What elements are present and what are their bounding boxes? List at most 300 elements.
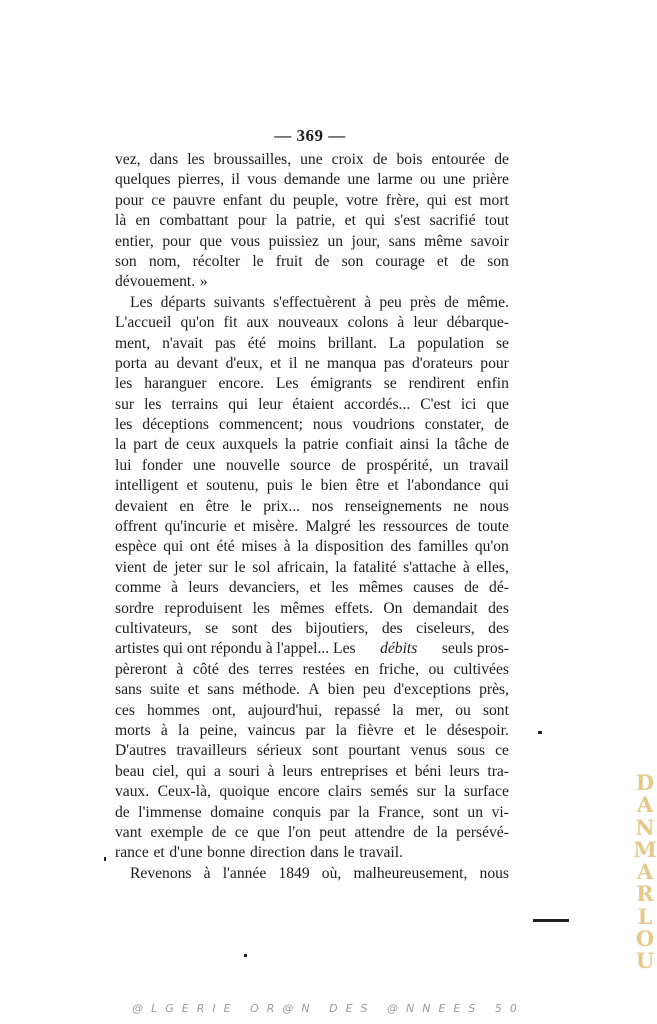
word: domaine bbox=[210, 803, 264, 821]
word: rendirent bbox=[408, 375, 465, 393]
text-line bbox=[115, 476, 509, 496]
word: mer, bbox=[415, 701, 444, 719]
word: aujourd'hui, bbox=[247, 701, 323, 719]
text-line bbox=[115, 252, 509, 272]
word: où, bbox=[321, 864, 342, 882]
watermark-letter: O bbox=[635, 926, 655, 952]
word: des bbox=[271, 619, 292, 637]
word: leur bbox=[413, 314, 438, 332]
word: ressources bbox=[383, 518, 448, 536]
word: et bbox=[153, 844, 165, 862]
word: tra- bbox=[487, 762, 509, 780]
word: cultivateurs, bbox=[115, 619, 192, 637]
word: les bbox=[358, 518, 376, 536]
word: travailleurs bbox=[176, 742, 247, 760]
word: entreprises bbox=[320, 762, 388, 780]
word: constater, bbox=[424, 416, 485, 434]
word: et bbox=[270, 354, 282, 372]
word: qui bbox=[489, 477, 509, 495]
word: à bbox=[267, 762, 275, 780]
word: en bbox=[354, 660, 370, 678]
watermark-letter: U bbox=[635, 948, 655, 974]
word: familles bbox=[417, 538, 469, 556]
word: n'avait bbox=[162, 334, 203, 352]
word: sont bbox=[231, 619, 258, 637]
word: entier, bbox=[115, 232, 154, 250]
word: que bbox=[257, 823, 280, 841]
word: jeter bbox=[174, 558, 202, 576]
paragraph-start-line bbox=[115, 293, 509, 313]
text-line bbox=[115, 782, 509, 802]
word: le bbox=[301, 477, 313, 495]
word: le bbox=[240, 497, 252, 515]
word: terres bbox=[258, 660, 294, 678]
word: ou bbox=[455, 701, 471, 719]
word: que bbox=[199, 232, 223, 250]
word: sacrifié bbox=[429, 212, 476, 230]
word: ceux bbox=[186, 436, 216, 454]
word: rance bbox=[115, 844, 149, 862]
word: L'accueil bbox=[115, 314, 172, 332]
word: des bbox=[228, 660, 250, 678]
word: Les bbox=[130, 293, 153, 311]
word: à bbox=[364, 293, 372, 311]
word: nouveaux bbox=[277, 314, 339, 332]
word: prière bbox=[472, 171, 509, 189]
word: effets. bbox=[334, 599, 374, 617]
text-line bbox=[115, 823, 509, 843]
body-text bbox=[115, 150, 509, 884]
word: pierres, bbox=[177, 171, 225, 189]
word: ne bbox=[304, 354, 320, 372]
word: elles, bbox=[476, 558, 509, 576]
word: fatalité bbox=[353, 558, 397, 576]
word: sont bbox=[482, 701, 509, 719]
word: qui bbox=[186, 762, 207, 780]
word: dans bbox=[310, 844, 339, 862]
word: morts bbox=[115, 721, 151, 739]
word: un bbox=[327, 232, 344, 250]
word: bien bbox=[327, 681, 355, 699]
ink-speck bbox=[533, 919, 569, 922]
word: côté bbox=[192, 660, 219, 678]
word: savoir bbox=[470, 232, 509, 250]
word: patrie, bbox=[296, 212, 336, 230]
text-line bbox=[115, 619, 509, 639]
word: par bbox=[305, 721, 326, 739]
word: qui bbox=[163, 538, 184, 556]
word: émigrants bbox=[310, 375, 372, 393]
word: et bbox=[344, 212, 356, 230]
word: sans bbox=[388, 232, 416, 250]
word: été bbox=[247, 334, 266, 352]
word: D'autres bbox=[115, 742, 167, 760]
word: sont bbox=[432, 803, 459, 821]
footer-caption: @LGERIE OR@N DES @NNEES 50 bbox=[132, 1002, 525, 1015]
word: a bbox=[214, 762, 221, 780]
word: une bbox=[193, 456, 216, 474]
text-segment: seuls pros- bbox=[441, 640, 509, 658]
word: cultivées bbox=[453, 660, 509, 678]
word: pour bbox=[115, 191, 144, 209]
word: ont, bbox=[211, 701, 236, 719]
word: lui bbox=[115, 456, 132, 474]
word: bonne bbox=[207, 844, 246, 862]
word: à bbox=[160, 721, 168, 739]
word: espèce bbox=[115, 538, 157, 556]
text-line bbox=[115, 843, 509, 863]
word: jour, bbox=[351, 232, 381, 250]
word: sur bbox=[208, 558, 228, 576]
word: clairs bbox=[327, 783, 362, 801]
text-line bbox=[115, 191, 509, 211]
word: être bbox=[205, 497, 229, 515]
word: Malgré bbox=[305, 518, 351, 536]
word: qu'incurie bbox=[164, 518, 227, 536]
word: sans bbox=[115, 681, 142, 699]
word: demandait bbox=[412, 599, 478, 617]
word: vient bbox=[115, 558, 147, 576]
word: s'est bbox=[394, 212, 421, 230]
text-line bbox=[115, 435, 509, 455]
word: vous bbox=[230, 232, 261, 250]
word: la bbox=[436, 436, 448, 454]
word: malheureusement, bbox=[353, 864, 468, 882]
word: au bbox=[154, 354, 170, 372]
word: leurs bbox=[188, 579, 219, 597]
text-line bbox=[115, 599, 509, 619]
word: devanciers, bbox=[228, 579, 300, 597]
word: nous bbox=[479, 864, 509, 882]
paragraph-start-line bbox=[115, 864, 509, 884]
word: est bbox=[454, 191, 472, 209]
word: leur bbox=[258, 395, 283, 413]
word: courage bbox=[375, 252, 425, 270]
word: encore. bbox=[218, 375, 264, 393]
word: la bbox=[392, 701, 404, 719]
word: prix... bbox=[263, 497, 301, 515]
word: le bbox=[234, 558, 246, 576]
text-line bbox=[115, 232, 509, 252]
word: exemple bbox=[150, 823, 204, 841]
word: bien bbox=[320, 477, 348, 495]
word: reproduisent bbox=[164, 599, 243, 617]
word: mises bbox=[241, 538, 277, 556]
word: même. bbox=[466, 293, 509, 311]
text-line bbox=[115, 395, 509, 415]
word: de bbox=[460, 252, 476, 270]
word: étaient bbox=[292, 395, 334, 413]
word: larme bbox=[377, 171, 413, 189]
word: par bbox=[329, 803, 350, 821]
word: d'orateurs bbox=[412, 354, 473, 372]
word: à bbox=[397, 314, 405, 332]
word: commencent; bbox=[218, 416, 303, 434]
word: s'attache bbox=[403, 558, 457, 576]
text-line bbox=[115, 517, 509, 537]
ink-speck bbox=[104, 857, 106, 861]
word: de bbox=[494, 436, 509, 454]
word: à bbox=[203, 864, 211, 882]
word: d'une bbox=[169, 844, 203, 862]
word: ainsi bbox=[399, 436, 430, 454]
word: sur bbox=[416, 783, 436, 801]
word: la bbox=[444, 783, 456, 801]
word: part bbox=[133, 436, 158, 454]
word: que bbox=[486, 395, 509, 413]
word: demande bbox=[283, 171, 341, 189]
word: peut bbox=[319, 823, 347, 841]
word: désespoir. bbox=[446, 721, 509, 739]
text-line bbox=[115, 354, 509, 374]
word: la bbox=[335, 721, 347, 739]
word: ciseleurs, bbox=[416, 619, 475, 637]
word: puis bbox=[266, 477, 293, 495]
word: de bbox=[372, 151, 388, 168]
word: Ceux-là, bbox=[157, 783, 211, 801]
word: départs bbox=[160, 293, 206, 311]
word: qu'on bbox=[474, 538, 509, 556]
word: nous bbox=[312, 416, 343, 434]
watermark-letter: M bbox=[633, 836, 657, 862]
word: peu bbox=[362, 681, 386, 699]
word: de bbox=[115, 803, 130, 821]
text-line bbox=[115, 313, 509, 333]
word: vaincus bbox=[247, 721, 296, 739]
word: persévé- bbox=[456, 823, 509, 841]
watermark-letter: D bbox=[635, 770, 655, 795]
word: le bbox=[343, 844, 355, 862]
word: de bbox=[444, 293, 459, 311]
word: sordre bbox=[115, 599, 154, 617]
word: repassé bbox=[334, 701, 381, 719]
text-line bbox=[115, 578, 509, 598]
watermark-letter: A bbox=[636, 859, 654, 885]
word: et bbox=[387, 477, 399, 495]
word: s'effectuèrent bbox=[273, 293, 357, 311]
word: 1849 bbox=[278, 864, 310, 882]
word: être bbox=[355, 477, 380, 495]
word: et bbox=[395, 762, 407, 780]
watermark-stamp bbox=[632, 772, 657, 973]
word: se bbox=[205, 619, 219, 637]
word: vez, bbox=[115, 151, 141, 168]
word: surface bbox=[463, 783, 509, 801]
word: friche, bbox=[378, 660, 419, 678]
word: son bbox=[487, 252, 509, 270]
word: d'eux, bbox=[225, 354, 263, 372]
word: en bbox=[179, 497, 195, 515]
word: des bbox=[390, 538, 412, 556]
word: pèreront bbox=[115, 660, 167, 678]
word: dé- bbox=[489, 579, 509, 597]
word: mêmes bbox=[280, 599, 325, 617]
word: intelligent bbox=[115, 477, 179, 495]
word: déceptions bbox=[142, 416, 209, 434]
word: la bbox=[436, 823, 448, 841]
word: pas bbox=[214, 334, 236, 352]
word: misère. bbox=[252, 518, 299, 536]
word: accordés... bbox=[344, 395, 411, 413]
word: renseignements bbox=[344, 497, 442, 515]
word: vaux. bbox=[115, 783, 150, 801]
word: des bbox=[488, 619, 509, 637]
word: qu'on bbox=[180, 314, 215, 332]
word: l'on bbox=[288, 823, 311, 841]
word: quoique bbox=[219, 783, 270, 801]
text-line bbox=[115, 741, 509, 761]
word: moins bbox=[277, 334, 316, 352]
word: causes bbox=[413, 579, 454, 597]
word: sans bbox=[207, 681, 235, 699]
word: son bbox=[341, 252, 364, 270]
word: fièvre bbox=[357, 721, 394, 739]
word: dévouement. bbox=[115, 273, 196, 291]
word: peuple, bbox=[292, 191, 339, 209]
word: conquis bbox=[272, 803, 322, 821]
word: » bbox=[199, 273, 208, 291]
word: se bbox=[383, 375, 397, 393]
word: les bbox=[252, 599, 270, 617]
word: ce bbox=[151, 191, 166, 209]
word: ment, bbox=[115, 334, 151, 352]
word: et bbox=[436, 252, 449, 270]
word: confiait bbox=[345, 436, 393, 454]
word: et bbox=[233, 518, 246, 536]
word: prospérité, bbox=[366, 456, 433, 474]
word: le bbox=[425, 721, 437, 739]
word: de bbox=[314, 252, 330, 270]
word: les bbox=[331, 579, 349, 597]
word: sont bbox=[312, 742, 339, 760]
text-line bbox=[115, 211, 509, 231]
text-line bbox=[115, 701, 509, 721]
word: ciel, bbox=[152, 762, 179, 780]
word: un bbox=[443, 456, 459, 474]
text-line bbox=[115, 170, 509, 190]
word: bijoutiers, bbox=[305, 619, 369, 637]
word: nom, bbox=[148, 252, 181, 270]
word: leurs bbox=[282, 762, 313, 780]
word: le bbox=[252, 252, 264, 270]
word: suite bbox=[150, 681, 180, 699]
word: la bbox=[358, 803, 370, 821]
word: à bbox=[176, 660, 184, 678]
text-line bbox=[115, 374, 509, 394]
word: de bbox=[341, 456, 356, 474]
word: de bbox=[164, 436, 180, 454]
word: les bbox=[144, 395, 162, 413]
word: peine, bbox=[199, 721, 238, 739]
word: source bbox=[290, 456, 331, 474]
word: de bbox=[455, 518, 471, 536]
word: offrent bbox=[115, 518, 158, 536]
word: fit bbox=[223, 314, 238, 332]
word: peu bbox=[379, 293, 402, 311]
word: sol bbox=[252, 558, 271, 576]
word: une bbox=[442, 171, 466, 189]
text-line bbox=[115, 762, 509, 782]
word: tâche bbox=[454, 436, 488, 454]
word: C'est bbox=[420, 395, 451, 413]
word: il bbox=[288, 354, 298, 372]
word: près bbox=[410, 293, 436, 311]
word: vant bbox=[115, 823, 142, 841]
word: porta bbox=[115, 354, 148, 372]
word: fonder bbox=[141, 456, 183, 474]
word: nos bbox=[311, 497, 334, 515]
word: de bbox=[413, 823, 428, 841]
word: enfin bbox=[476, 375, 509, 393]
word: venus bbox=[410, 742, 447, 760]
word: disposition bbox=[315, 538, 384, 556]
word: de bbox=[211, 823, 227, 841]
word: l'année bbox=[222, 864, 267, 882]
word: pauvre bbox=[172, 191, 216, 209]
ink-speck bbox=[244, 954, 247, 957]
word: débarque- bbox=[446, 314, 509, 332]
word: et bbox=[187, 681, 200, 699]
text-line bbox=[115, 272, 509, 292]
word: aux bbox=[246, 314, 269, 332]
word: toute bbox=[477, 518, 509, 536]
word: souri bbox=[228, 762, 260, 780]
word: attendre bbox=[354, 823, 405, 841]
word: combattant bbox=[159, 212, 229, 230]
word: haranguer bbox=[144, 375, 207, 393]
word: patrie bbox=[302, 436, 339, 454]
word: direction bbox=[249, 844, 306, 862]
word: encore bbox=[278, 783, 320, 801]
word: ce bbox=[495, 742, 509, 760]
word: ont bbox=[189, 538, 210, 556]
italic-word: débits bbox=[380, 640, 418, 658]
word: Les bbox=[275, 375, 299, 393]
word: la bbox=[284, 436, 296, 454]
word: semés bbox=[370, 783, 409, 801]
text-line bbox=[115, 680, 509, 700]
word: qui bbox=[365, 212, 386, 230]
word: une bbox=[300, 151, 323, 168]
word: population bbox=[417, 334, 484, 352]
text-line bbox=[115, 456, 509, 476]
word: sous bbox=[457, 742, 485, 760]
word: près, bbox=[479, 681, 509, 699]
word: manqua bbox=[326, 354, 377, 372]
word: Revenons bbox=[130, 864, 192, 882]
text-line bbox=[115, 537, 509, 557]
word: à bbox=[283, 538, 291, 556]
text-line bbox=[115, 150, 509, 170]
word: de bbox=[152, 558, 168, 576]
word: comme bbox=[115, 579, 161, 597]
word: de bbox=[494, 151, 509, 168]
word: suivants bbox=[213, 293, 265, 311]
word: ici bbox=[460, 395, 477, 413]
word: la bbox=[297, 538, 309, 556]
text-line bbox=[115, 639, 509, 659]
word: dans bbox=[149, 151, 179, 168]
word: beau bbox=[115, 762, 145, 780]
word: A bbox=[308, 681, 320, 699]
word: pour bbox=[162, 232, 191, 250]
word: à bbox=[462, 558, 470, 576]
word: des bbox=[381, 619, 403, 637]
word: bois bbox=[396, 151, 423, 168]
word: leurs bbox=[449, 762, 480, 780]
word: récolter bbox=[192, 252, 241, 270]
word: mort bbox=[479, 191, 509, 209]
